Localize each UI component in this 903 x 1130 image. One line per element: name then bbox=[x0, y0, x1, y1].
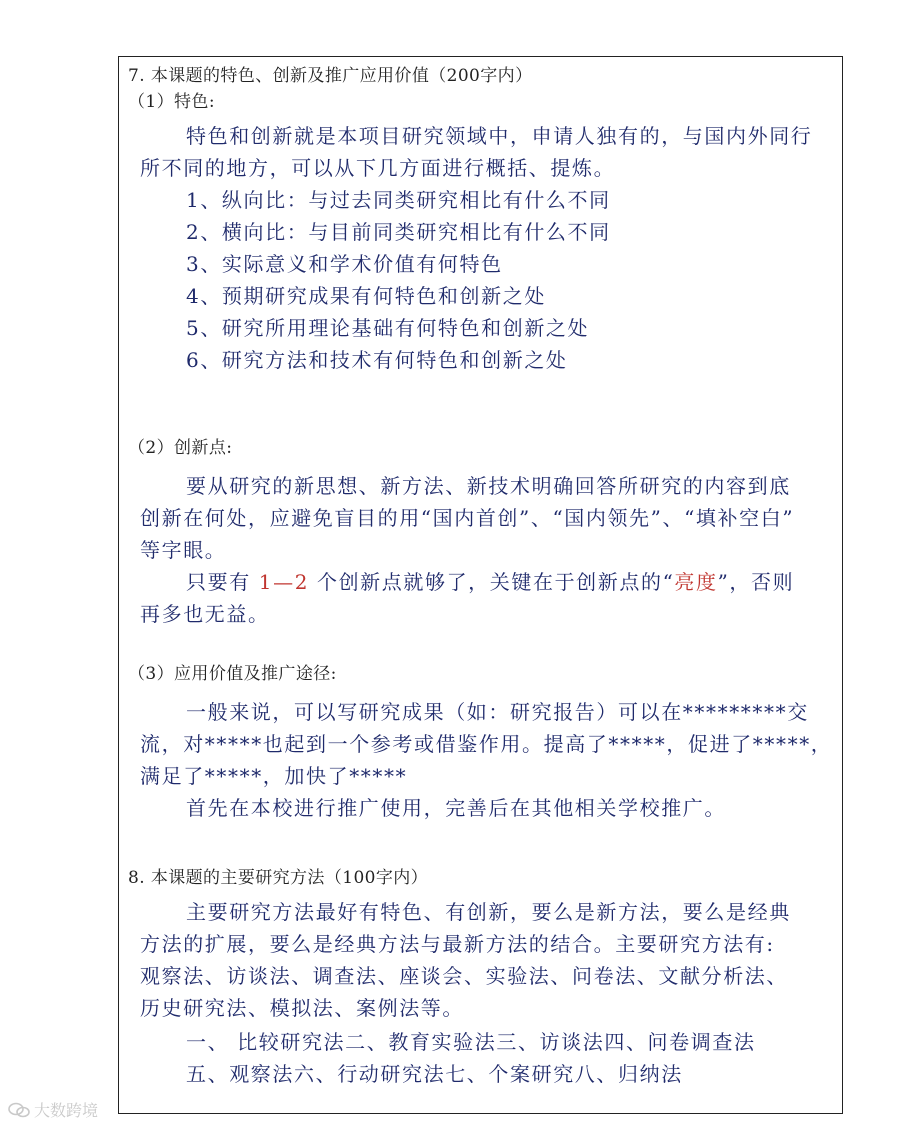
features-list-item: 2、横向比：与目前同类研究相比有什么不同 bbox=[186, 220, 611, 244]
features-paragraph-line-1: 特色和创新就是本项目研究领域中，申请人独有的，与国内外同行 bbox=[186, 124, 813, 148]
features-paragraph-line-2: 所不同的地方，可以从下几方面进行概括、提炼。 bbox=[140, 156, 616, 180]
methods-list-line-2: 五、观察法六、行动研究法七、个案研究八、归纳法 bbox=[186, 1062, 683, 1086]
innovation-text: ”，否则 bbox=[717, 570, 795, 594]
innovation-paragraph-line-3: 等字眼。 bbox=[140, 538, 227, 562]
features-list-item: 5、研究所用理论基础有何特色和创新之处 bbox=[186, 316, 590, 340]
innovation-text: 个创新点就够了，关键在于创新点的“ bbox=[309, 570, 675, 594]
watermark bbox=[8, 1098, 98, 1121]
innovation-paragraph-2-line-1 bbox=[186, 570, 794, 594]
features-list-item: 1、纵向比：与过去同类研究相比有什么不同 bbox=[186, 188, 611, 212]
subsection-features-label: （1）特色: bbox=[128, 92, 215, 112]
application-paragraph-line-1: 一般来说，可以写研究成果（如：研究报告）可以在*********交 bbox=[186, 700, 809, 724]
innovation-paragraph-line-2: 创新在何处，应避免盲目的用“国内首创”、“国内领先”、“填补空白” bbox=[140, 506, 795, 530]
methods-list-line-1: 一、 比较研究法二、教育实验法三、访谈法四、问卷调查法 bbox=[186, 1030, 756, 1054]
innovation-brightness-highlight: 亮度 bbox=[674, 570, 718, 594]
features-list-item: 4、预期研究成果有何特色和创新之处 bbox=[186, 284, 546, 308]
innovation-count-highlight: 1—2 bbox=[258, 570, 310, 594]
watermark-text: 大数跨境 bbox=[34, 1101, 99, 1120]
subsection-innovation-label: （2）创新点: bbox=[128, 438, 233, 458]
wechat-logo-icon bbox=[8, 1102, 30, 1118]
application-paragraph-line-2: 流，对*****也起到一个参考或借鉴作用。提高了*****，促进了*****， bbox=[140, 732, 833, 756]
section-7-title: 7. 本课题的特色、创新及推广应用价值（200字内） bbox=[128, 66, 533, 86]
application-paragraph-2: 首先在本校进行推广使用，完善后在其他相关学校推广。 bbox=[186, 796, 726, 820]
section-8-title: 8. 本课题的主要研究方法（100字内） bbox=[128, 868, 429, 888]
methods-paragraph-line-4: 历史研究法、模拟法、案例法等。 bbox=[140, 996, 464, 1020]
application-paragraph-line-3: 满足了*****，加快了***** bbox=[140, 764, 408, 788]
subsection-application-label: （3）应用价值及推广途径: bbox=[128, 664, 337, 684]
innovation-paragraph-line-1: 要从研究的新思想、新方法、新技术明确回答所研究的内容到底 bbox=[186, 474, 791, 498]
innovation-text: 只要有 bbox=[186, 570, 259, 594]
innovation-paragraph-2-line-2: 再多也无益。 bbox=[140, 602, 270, 626]
features-list-item: 3、实际意义和学术价值有何特色 bbox=[186, 252, 503, 276]
methods-paragraph-line-2: 方法的扩展，要么是经典方法与最新方法的结合。主要研究方法有: bbox=[140, 932, 775, 956]
methods-paragraph-line-1: 主要研究方法最好有特色、有创新，要么是新方法，要么是经典 bbox=[186, 900, 791, 924]
features-list-item: 6、研究方法和技术有何特色和创新之处 bbox=[186, 348, 568, 372]
methods-paragraph-line-3: 观察法、访谈法、调查法、座谈会、实验法、问卷法、文献分析法、 bbox=[140, 964, 788, 988]
